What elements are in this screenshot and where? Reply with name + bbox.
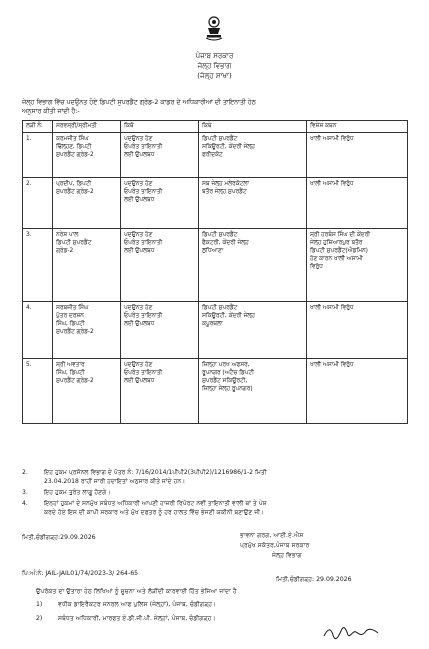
note-number: 3. xyxy=(22,489,28,496)
serial-cell: 3. xyxy=(23,229,53,302)
cell-line: ਓਪਰੰਤ ਤਾਇਨਾਤੀ xyxy=(124,144,163,150)
note-line: ਕਰਦੇ ਹੋਏ ਇਸ ਦੀ ਕਾਪੀ ਸਰਕਾਰ ਅਤੇ ਮੁੱਖ ਦਫਤਰ ਨੂੰ ਹਰ ਹਾਲਤ ਵਿੱਚ ਭੇਜਣੀ ਯਕੀਨੀ ਬਣਾਉਣ ਜੀ। xyxy=(44,509,265,516)
copy-item-text: ਵਧੀਕ ਡਾਇਰੈਕਟਰ ਜਨਰਲ ਆਫ ਪੁਲਿਸ (ਜੇਲ੍ਹਾਂ), ਪੰਜਾਬ, ਚੰਡੀਗੜ੍ਹ। xyxy=(58,601,217,608)
cell-line: ਪਦਉਨਤ ਹੋਣ xyxy=(124,362,153,368)
copy-item-number: 2) xyxy=(36,615,43,622)
note-line: ਇਹ ਹੁਕਮ ਪ੍ਰਸੋਨਲ ਵਿਭਾਗ ਦੇ ਪੱਤਰ ਨੰ: 7/16/2014/1ਪੀਪੀ2(3ਪੀਪੀ2)/1216986/1-2 ਮਿਤੀ xyxy=(44,469,267,476)
to-cell xyxy=(199,133,307,178)
serial-cell: 1. xyxy=(23,133,53,178)
officer-name-cell xyxy=(53,178,121,229)
serial-cell: 5. xyxy=(23,359,53,424)
cell-line: ਪ੍ਰਦੀਪ, ਡਿਪਟੀ xyxy=(56,181,92,187)
cell-line: ਫੈਕਟਰੀ, ਕੇਂਦਰੀ ਜੇਲ੍ਹ xyxy=(202,240,249,246)
cell-line: ਜੇਲ੍ਹ ਹੁਸ਼ਿਆਰਪੁਰ ਬਤੌਰ xyxy=(310,240,363,246)
cell-line: ਪੁੱਤਰ ਦਰਸ਼ਨ xyxy=(56,313,84,319)
cell-line: ਓਪਰੰਤ ਤਾਇਨਾਤੀ xyxy=(124,240,163,246)
signatory-designation: ਪ੍ਰਮੁੱਖ ਸਕੱਤਰ,ਪੰਜਾਬ ਸਰਕਾਰ xyxy=(240,542,310,549)
remarks-cell xyxy=(307,178,408,229)
header-government: ਪੰਜਾਬ ਸਰਕਾਰ xyxy=(195,52,234,60)
col-header-from: ਕਿਥੋਂ xyxy=(121,121,199,133)
col-header-name: ਸਰਵਸ੍ਰੀ/ਸ੍ਰੀਮਤੀ xyxy=(53,121,121,133)
cell-line: ਡਿਪਟੀ ਸੁਪਰਡੈਂਟ xyxy=(202,232,238,238)
table-row xyxy=(23,359,408,424)
cell-line: ਲਈ ਉਪਲਬਧ xyxy=(124,152,155,158)
table-row xyxy=(23,229,408,302)
to-cell xyxy=(199,229,307,302)
cell-line: ਜ਼ਿਲ੍ਹਾ ਜੇਲ੍ਹ ਰੂਪਨਗਰ) xyxy=(202,386,253,392)
cell-line: ਖਾਲੀ ਅਸਾਮੀ ਵਿਰੁੱਧ xyxy=(310,305,354,311)
cell-line: ਰੂਪਨਗਰ (ਅਟੈਚ ਡਿਪਟੀ xyxy=(202,370,254,376)
header-department: ਜੇਲ੍ਹ ਵਿਭਾਗ xyxy=(197,62,232,70)
cell-line: ਡਿਪਟੀ ਸੁਪਰਡੈਂਟ(ਐਡਮਿਨ) xyxy=(310,248,368,254)
cell-line: ਡਿਪਟੀ ਸੁਪਰਡੈਂਟ xyxy=(202,305,238,311)
note-number: 2. xyxy=(22,469,28,476)
signature-icon xyxy=(322,626,380,640)
remarks-cell xyxy=(307,302,408,359)
remarks-cell xyxy=(307,133,408,178)
cell-line: ਸਰਬਜੀਤ ਸਿੰਘ xyxy=(56,305,89,311)
cell-line: ਹੋਣ ਕਾਰਨ ਖਾਲੀ ਅਸਾਮੀ xyxy=(310,256,363,262)
cell-line: ਨਰੇਸ਼ ਪਾਲ xyxy=(56,232,79,238)
cell-line: ਡਿਪਟੀ ਸੁਪਰਡੈਂਟ xyxy=(56,240,92,246)
from-cell xyxy=(121,302,199,359)
cell-line: ਪਦਉਨਤ ਹੋਣ xyxy=(124,136,153,142)
remarks-cell xyxy=(307,229,408,302)
place-date: ਮਿਤੀ,ਚੰਡੀਗੜ੍ਹ:29.09.2026 xyxy=(22,534,96,541)
cell-line: ਲਈ ਉਪਲਬਧ xyxy=(124,321,155,327)
cell-line: ਪਦਉਨਤ ਹੋਣ xyxy=(124,232,153,238)
cell-line: ਖਾਲੀ ਅਸਾਮੀ ਵਿਰੁੱਧ xyxy=(310,181,354,187)
cell-line: ਸਕਿਊਰਟੀ, ਕੇਂਦਰੀ ਜੇਲ੍ਹ xyxy=(202,144,255,150)
serial-cell: 4. xyxy=(23,302,53,359)
cell-line: ਲਈ ਉਪਲਬਧ xyxy=(124,248,155,254)
cell-line: ਸੁਪਰਡੈਂਟ ਸਕਿਊਰਟੀ, xyxy=(202,378,248,384)
from-cell xyxy=(121,229,199,302)
signatory-department: ਜੇਲ੍ਹ ਵਿਭਾਗ xyxy=(272,552,302,559)
remarks-cell xyxy=(307,359,408,424)
cell-line: ਸ੍ਰੀ ਅਵਤਾਰ xyxy=(56,362,85,368)
cell-line: ਗ੍ਰੇਡ-2 xyxy=(56,248,74,254)
cell-line: ਲਈ ਉਪਲਬਧ xyxy=(124,378,155,384)
intro-text xyxy=(22,98,412,116)
table-header-row xyxy=(23,121,408,133)
note-line: ਇਹ ਹੁਕਮ ਤੁਰੰਤ ਲਾਗੂ ਹੋਣਗੇ। xyxy=(44,489,111,496)
cell-line: ਫਰੀਦਕੋਟ xyxy=(202,152,223,158)
from-cell xyxy=(121,359,199,424)
cell-line: ਪਦਉਨਤ ਹੋਣ xyxy=(124,181,153,187)
cell-line: ਸਿੰਘ, ਡਿਪਟੀ xyxy=(56,370,85,376)
cell-line: ਜ਼ਿਲ੍ਹਾ ਪਰਖ ਅਫਸਰ, xyxy=(202,362,250,368)
to-cell xyxy=(199,359,307,424)
endorsement-date: ਮਿਤੀ,ਚੰਡੀਗੜ੍ਹ: 29.09.2026 xyxy=(276,576,352,583)
note-number: 4. xyxy=(22,500,28,507)
from-cell xyxy=(121,133,199,178)
cell-line: ਸੁਪਰਡੈਂਟ ਗ੍ਰੇਡ-2 xyxy=(56,329,94,335)
cell-line: ਓਪਰੰਤ ਤਾਇਨਾਤੀ xyxy=(124,189,163,195)
officer-name-cell xyxy=(53,229,121,302)
copy-forwarded-line: ਉਪਰੋਕਤ ਦਾ ਉਤਾਰਾ ਹੇਠ ਲਿਖਿਆਂ ਨੂੰ ਸੂਚਨਾ ਅਤੇ ਲੋੜੀਂਦੀ ਕਾਰਵਾਈ ਹਿੱਤ ਭੇਜਿਆ ਜਾਂਦਾ ਹੈ xyxy=(36,588,237,595)
cell-line: ਕਰਮਜੀਤ ਸਿੰਘ xyxy=(56,136,89,142)
header-branch: (ਜੇਲ੍ਹ ਸ਼ਾਖਾ) xyxy=(197,72,232,80)
cell-line: ਖਾਲੀ ਅਸਾਮੀ ਵਿਰੁੱਧ xyxy=(310,136,354,142)
cell-line: ਖਾਲੀ ਅਸਾਮੀ ਵਿਰੁੱਧ xyxy=(310,362,354,368)
serial-cell: 2. xyxy=(23,178,53,229)
col-header-remarks: ਵਿਸ਼ੇਸ਼ ਕਥਨ xyxy=(307,121,408,133)
copy-item-number: 1) xyxy=(36,601,43,608)
table-row xyxy=(23,178,408,229)
signatory-name: ਭਾਵਨਾ ਗਰਗ, ਆਈ.ਏ.ਐਸ xyxy=(240,532,304,539)
cell-line: ਕਪੂਰਥਲਾ xyxy=(202,321,223,327)
cell-line: ਡਿਪਟੀ ਸੁਪਰਡੈਂਟ xyxy=(202,136,238,142)
intro-line: ਅਨੁਸਾਰ ਕੀਤੀ ਜਾਂਦੀ ਹੈ:- xyxy=(22,108,80,115)
from-cell xyxy=(121,178,199,229)
col-header-to: ਕਿਥੇ xyxy=(199,121,307,133)
cell-line: ਸੁਪਰਡੈਂਟ ਗ੍ਰੇਡ-2 xyxy=(56,189,94,195)
table-row xyxy=(23,302,408,359)
intro-line: ਜੇਲ੍ਹ ਵਿਭਾਗ ਵਿੱਚ ਪਦਉਨਤ ਹੋਏ ਡਿਪਟੀ ਸੁਪਰਡੈਂਟ ਗ੍ਰੇਡ-2 ਕਾਡਰ ਦੇ ਅਧਿਕਾਰੀਆਂ ਦੀ ਤਾਇਨਾਤੀ ਹੇਠ xyxy=(22,99,256,106)
cell-line: ਸੁਪਰਡੈਂਟ ਗ੍ਰੇਡ-2 xyxy=(56,378,94,384)
endorsement-ref: ਪਿ:ਅੰ:ਨੰ: JAIL-JAIL01/74/2023-3/ 264-65 xyxy=(22,570,139,577)
cell-line: ਸਕਿਊਰਟੀ, ਕੇਂਦਰੀ ਜੇਲ੍ਹ xyxy=(202,313,255,319)
cell-line: ਪਦਉਨਤ ਹੋਣ xyxy=(124,305,153,311)
cell-line: ਢਿੱਲ੍ਹਣ, ਡਿਪਟੀ xyxy=(56,144,92,150)
cell-line: ਲੁਧਿਆਣਾ xyxy=(202,248,224,254)
state-emblem-icon xyxy=(203,14,225,42)
note-line: ਇਨ੍ਹਾਂ ਹੁਕਮਾਂ ਦੇ ਸਨਮੁੱਖ ਸਬੰਧਤ ਅਧਿਕਾਰੀ ਆਪਣੀ ਹਾਜ਼ਰੀ ਰਿਪੋਰਟ ਨਵੀਂ ਤਾਇਨਾਤੀ ਵਾਲੀ ਥਾਂ ਤੇ ਪੇਸ਼ xyxy=(44,500,267,507)
table-row xyxy=(23,133,408,178)
cell-line: ਸਬ ਜੇਲ੍ਹ ਮਲੇਰਕੋਟਲਾ xyxy=(202,181,249,187)
cell-line: ਓਪਰੰਤ ਤਾਇਨਾਤੀ xyxy=(124,313,163,319)
officer-name-cell xyxy=(53,359,121,424)
officer-name-cell xyxy=(53,302,121,359)
officer-name-cell xyxy=(53,133,121,178)
posting-table xyxy=(22,120,408,424)
cell-line: ਓਪਰੰਤ ਤਾਇਨਾਤੀ xyxy=(124,370,163,376)
cell-line: ਵਿਰੁੱਧ xyxy=(310,264,323,270)
to-cell xyxy=(199,302,307,359)
cell-line: ਸਿੰਘ, ਡਿਪਟੀ xyxy=(56,321,85,327)
cell-line: ਸ੍ਰੀ ਹਰਬੰਸ ਸਿੰਘ ਦੀ ਕੇਂਦਰੀ xyxy=(310,232,370,238)
cell-line: ਸੁਪਰਡੈਂਟ ਗ੍ਰੇਡ-2 xyxy=(56,152,94,158)
cell-line: ਬਤੌਰ ਜੇਲ੍ਹ ਸੁਪਰਡੈਂਟ xyxy=(202,189,247,195)
cell-line: ਲਈ ਉਪਲਬਧ xyxy=(124,197,155,203)
note-line: 23.04.2018 ਰਾਹੀਂ ਜਾਰੀ ਹਦਾਇਤਾਂ ਅਨੁਸਾਰ ਕੀਤੇ ਜਾਂਦੇ ਹਨ। xyxy=(44,478,186,485)
copy-item-text: ਸਬੰਧਤ ਅਧਿਕਾਰੀ, ਮਾਰਫਤ ਏ.ਡੀ.ਜੀ.ਪੀ. ਜੇਲ੍ਹਾਂ, ਪੰਜਾਬ, ਚੰਡੀਗੜ੍ਹ। xyxy=(58,615,216,622)
to-cell xyxy=(199,178,307,229)
col-header-sno: ਲੜੀ ਨੰ: xyxy=(23,121,53,133)
